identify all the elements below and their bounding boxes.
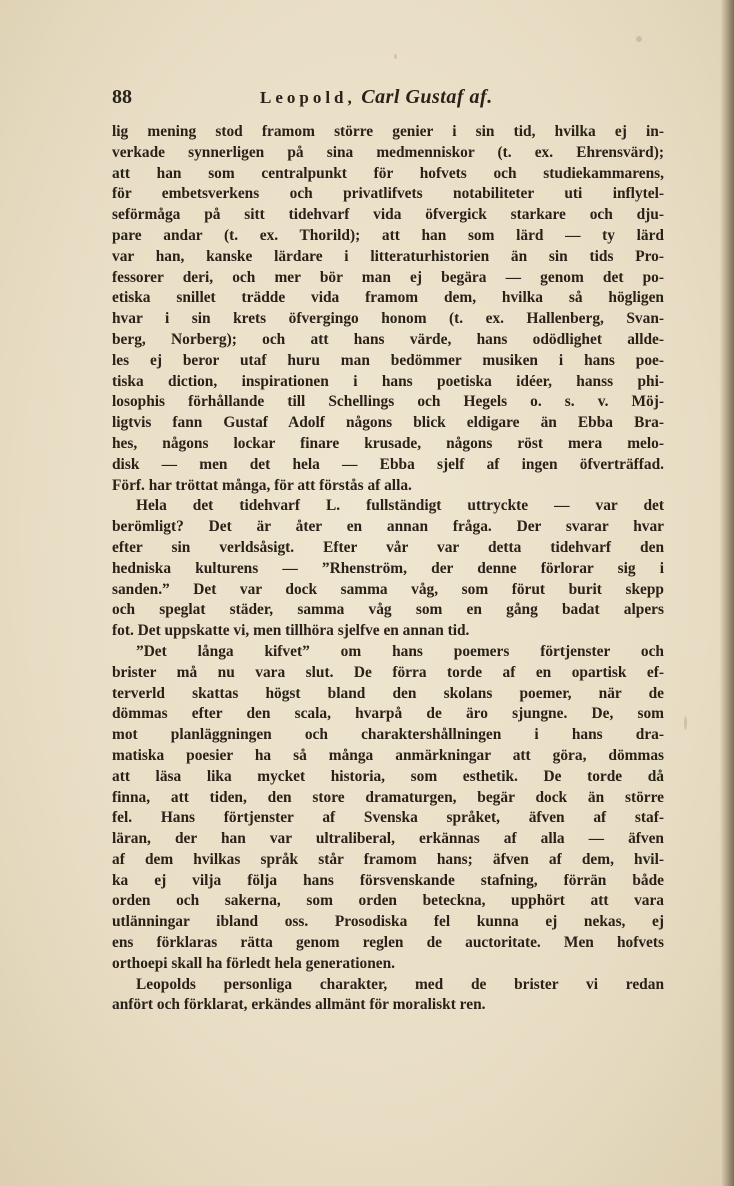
text-line: tiska diction, inspirationen i hans poetiska idéer, hanss phi- bbox=[112, 372, 664, 390]
text-line: losophis förhållande till Schellings och Hegels o. s. v. Möj- bbox=[112, 393, 664, 411]
text-line: hvar i sin krets öfvergingo honom (t. ex. Hallenberg, Svan- bbox=[112, 310, 664, 328]
text-line: utlänningar ibland oss. Prosodiska fel kunna ej nekas, ej bbox=[112, 913, 664, 931]
text-line: terverld skattas högst bland den skolans poemer, när de bbox=[112, 684, 664, 702]
text-line: var han, kanske lärdare i litteraturhistorien än sin tids Pro- bbox=[112, 247, 664, 265]
text-line: af dem hvilkas språk står framom hans; äfven af dem, hvil- bbox=[112, 850, 664, 868]
ink-speck bbox=[394, 54, 397, 59]
text-line: les ej beror utaf huru man bedömmer musiken i hans poe- bbox=[112, 351, 664, 369]
text-line: orthoepi skall ha förledt hela generationen. bbox=[112, 954, 396, 972]
text-line: efter sin verldsåsigt. Efter vår var detta tidehvarf den bbox=[112, 538, 664, 556]
text-line: brister må nu vara slut. De förra torde af en opartisk ef- bbox=[112, 663, 664, 681]
page-edge bbox=[720, 0, 734, 1186]
text-line: hedniska kulturens — ”Rhenström, der denne förlorar sig i bbox=[112, 559, 664, 577]
text-line: ka ej vilja följa hans försvenskande stafning, förrän både bbox=[112, 871, 664, 889]
text-line: ligtvis fann Gustaf Adolf någons blick eldigare än Ebba Bra- bbox=[112, 414, 664, 432]
text-line: sanden.” Det var dock samma våg, som förut burit skepp bbox=[112, 580, 664, 598]
text-line: pare andar (t. ex. Thorild); att han som lärd — ty lärd bbox=[112, 226, 664, 244]
page-number: 88 bbox=[112, 86, 132, 108]
text-line: Förf. har tröttat många, för att förstås af alla. bbox=[112, 476, 412, 494]
text-line: seförmåga på sitt tidehvarf vida öfvergick starkare och dju- bbox=[112, 206, 664, 224]
text-line: Hela det tidehvarf L. fullständigt uttryckte — var det bbox=[136, 497, 664, 515]
text-line: ”Det långa kifvet” om hans poemers förtjenster och bbox=[136, 642, 664, 660]
text-line: och speglat städer, samma våg som en gång badat alpers bbox=[112, 601, 664, 619]
text-line: att han som centralpunkt för hofvets och studiekammarens, bbox=[112, 164, 664, 182]
page-header bbox=[112, 86, 652, 112]
text-line: att läsa lika mycket historia, som esthetik. De torde då bbox=[112, 767, 664, 785]
text-line: mot planläggningen och charaktershållningen i hans dra- bbox=[112, 726, 664, 744]
text-line: berg, Norberg); och att hans värde, hans odödlighet allde- bbox=[112, 330, 664, 348]
text-line: berömligt? Det är åter en annan fråga. Der svarar hvar bbox=[112, 518, 664, 536]
author-given-names: Carl Gustaf af. bbox=[361, 86, 493, 108]
text-line: läran, der han var ultraliberal, erkännas af alla — äfven bbox=[112, 830, 664, 848]
text-line: fot. Det uppskatte vi, men tillhöra sjelfve en annan tid. bbox=[112, 622, 470, 640]
text-line: etiska snillet trädde vida framom dem, hvilka så högligen bbox=[112, 289, 664, 307]
text-line: anfört och förklarat, erkändes allmänt för moraliskt ren. bbox=[112, 996, 486, 1014]
text-line: orden och sakerna, som orden beteckna, upphört att vara bbox=[112, 892, 664, 910]
text-line: finna, att tiden, den store dramaturgen, begär dock än större bbox=[112, 788, 664, 806]
text-line: Leopolds personliga charakter, med de brister vi redan bbox=[136, 975, 664, 993]
body-text bbox=[112, 122, 664, 1016]
text-line: verkade synnerligen på sina medmenniskor (t. ex. Ehrensvärd); bbox=[112, 143, 664, 161]
ink-speck bbox=[636, 36, 642, 42]
text-line: ens förklaras rätta genom reglen de auctoritate. Men hofvets bbox=[112, 934, 664, 952]
author-surname: Leopold, bbox=[260, 88, 356, 107]
text-line: fessorer deri, och mer bör man ej begära — genom det po- bbox=[112, 268, 664, 286]
text-line: matiska poesier ha så många anmärkningar att göra, dömmas bbox=[112, 746, 664, 764]
text-line: dömmas efter den scala, hvarpå de äro sjungne. De, som bbox=[112, 705, 664, 723]
text-line: lig mening stod framom större genier i sin tid, hvilka ej in- bbox=[112, 123, 664, 140]
text-line: för embetsverkens och privatlifvets notabiliteter uti inflytel- bbox=[112, 185, 664, 203]
text-line: fel. Hans förtjenster af Svenska språket, äfven af staf- bbox=[112, 809, 664, 827]
text-line: hes, någons lockar finare krusade, någons röst mera melo- bbox=[112, 434, 664, 452]
running-title bbox=[260, 86, 493, 109]
text-line: disk — men det hela — Ebba sjelf af ingen öfverträffad. bbox=[112, 455, 664, 473]
ink-speck bbox=[684, 716, 687, 730]
